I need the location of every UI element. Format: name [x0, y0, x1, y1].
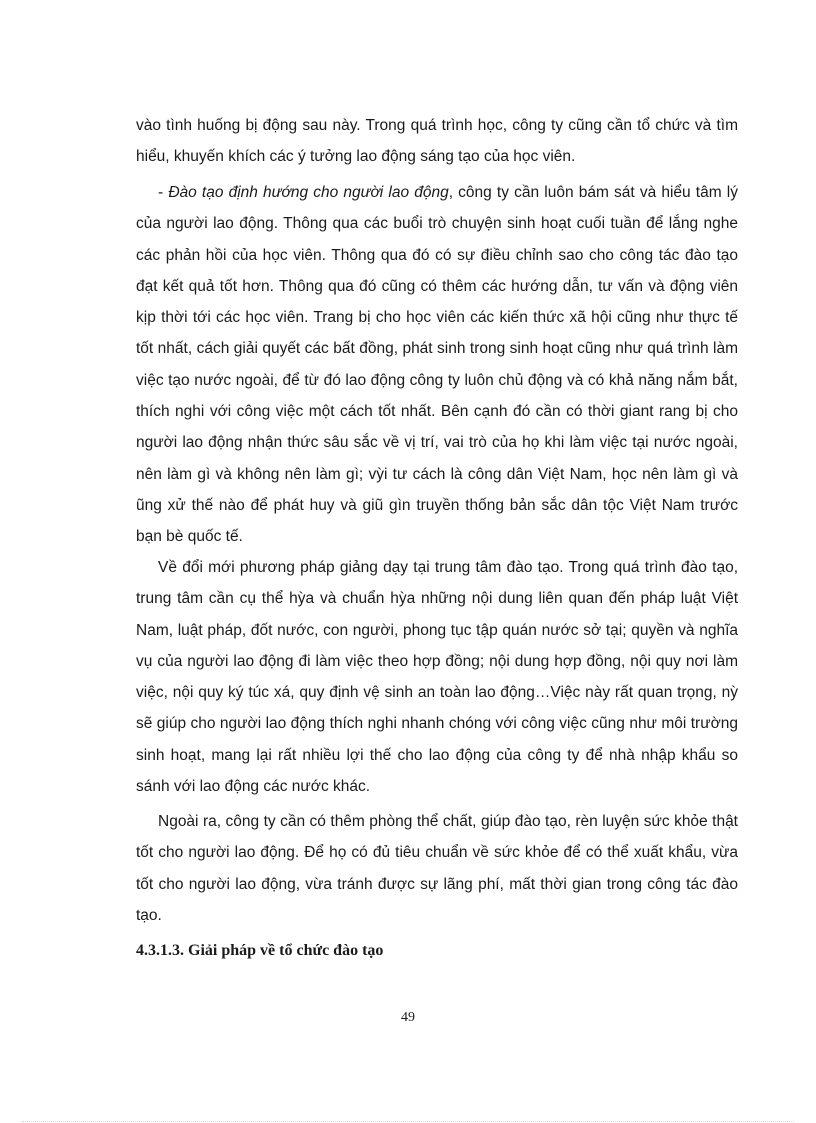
- page-bottom-divider: [22, 1121, 794, 1122]
- paragraph-2-italic-lead: Đào tạo định hướng cho người lao động: [168, 184, 449, 201]
- paragraph-2: [136, 177, 738, 553]
- paragraph-3: Về đổi mới phương pháp giảng dạy tại trung tâm đào tạo. Trong quá trình đào tạo, trung tâm cần cụ thể hỳa và chuẩn hỳa những nội dung liên quan đến pháp luật Việt Nam, luật pháp, đốt nước, con người, phong tục tập quán nước sở tại; quyền và nghĩa vụ của người lao động đi làm việc theo hợp đồng; nội dung hợp đồng, nội quy nơi làm việc, nội quy ký túc xá, quy định vệ sinh an toàn lao động…Việc này rất quan trọng, nỳ sẽ giúp cho người lao động thích nghi nhanh chóng với công việc cũng như môi trường sinh hoạt, mang lại rất nhiều lợi thế cho lao động của công ty để nhà nhập khẩu so sánh với lao động các nước khác.: [136, 559, 738, 796]
- page-number: 49: [401, 1010, 415, 1025]
- paragraph-2-body: , công ty cần luôn bám sát và hiểu tâm lý của người lao động. Thông qua các buổi trò chuyện sinh hoạt cuối tuần để lắng nghe các phản hồi của học viên. Thông qua đó có sự điều chỉnh sao cho công tác đào tạo đạt kết quả tốt hơn. Thông qua đó cũng có thêm các hướng dẫn, tư vấn và động viên kịp thời tới các học viên. Trang bị cho học viên các kiến thức xã hội cũng như thực tế tốt nhất, cách giải quyết các bất đồng, phát sinh trong sinh hoạt cũng như quá trình làm việc tạo nước ngoài, để từ đó lao động công ty luôn chủ động và có khả năng nắm bắt, thích nghi với công việc một cách tốt nhất. Bên cạnh đó cần có thời giant rang bị cho người lao động nhận thức sâu sắc về vị trí, vai trò của họ khi làm việc tại nước ngoài, nên làm gì và không nên làm gì; vỳi tư cách là công dân Việt Nam, học nên làm gì và ũng xử thế nào để phát huy và giũ gìn truyền thống bản sắc dân tộc Việt Nam trước bạn bè quốc tế.: [136, 184, 738, 546]
- paragraph-2-dash: -: [158, 184, 169, 201]
- paragraph-4: Ngoài ra, công ty cần có thêm phòng thể chất, giúp đào tạo, rèn luyện sức khỏe thật tốt cho người lao động. Để họ có đủ tiêu chuẩn về sức khỏe để có thể xuất khẩu, vừa tốt cho người lao động, vừa tránh được sự lãng phí, mất thời gian trong công tác đào tạo.: [136, 813, 738, 924]
- section-heading: 4.3.1.3. Giải pháp về tổ chức đào tạo: [136, 942, 384, 959]
- paragraph-1: vào tình huống bị động sau này. Trong quá trình học, công ty cũng cần tổ chức và tìm hiểu, khuyến khích các ý tưởng lao động sáng tạo của học viên.: [136, 117, 738, 166]
